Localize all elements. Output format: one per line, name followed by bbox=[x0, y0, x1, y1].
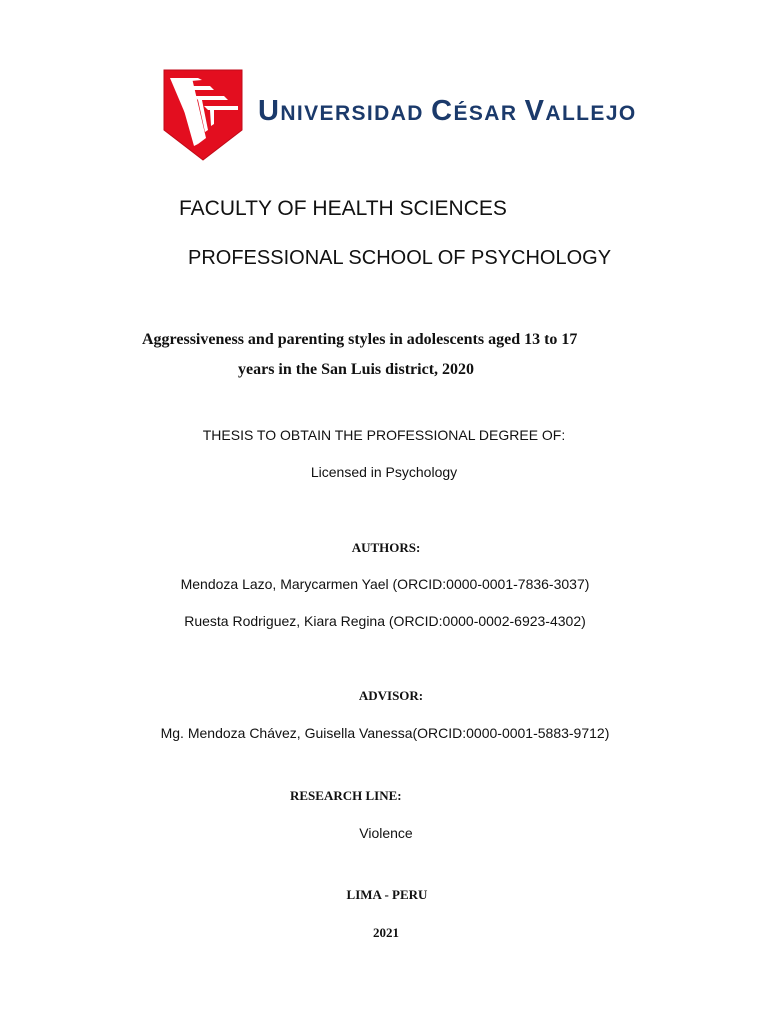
advisor-entry: Mg. Mendoza Chávez, Guisella Vanessa(ORCID:0000-0001-5883-9712) bbox=[160, 725, 610, 741]
author-entry: Ruesta Rodriguez, Kiara Regina (ORCID:0000-0002-6923-4302) bbox=[184, 613, 586, 629]
authors-heading: AUTHORS: bbox=[351, 540, 421, 555]
university-shield-logo bbox=[162, 68, 244, 162]
publication-year: 2021 bbox=[373, 925, 399, 940]
thesis-purpose: THESIS TO OBTAIN THE PROFESSIONAL DEGREE OF: bbox=[202, 427, 566, 443]
faculty-heading: FACULTY OF HEALTH SCIENCES bbox=[179, 197, 507, 220]
professional-degree: Licensed in Psychology bbox=[310, 464, 458, 480]
thesis-title-line-2: years in the San Luis district, 2020 bbox=[238, 361, 475, 378]
place-of-publication: LIMA - PERU bbox=[346, 887, 428, 902]
thesis-title-line-1: Aggressiveness and parenting styles in adolescents aged 13 to 17 bbox=[142, 331, 578, 348]
school-heading: PROFESSIONAL SCHOOL OF PSYCHOLOGY bbox=[188, 247, 612, 269]
university-wordmark: UNIVERSIDAD CÉSAR VALLEJO bbox=[258, 95, 637, 127]
research-line-value: Violence bbox=[359, 825, 413, 841]
advisor-heading: ADVISOR: bbox=[358, 688, 424, 703]
research-line-heading: RESEARCH LINE: bbox=[290, 788, 402, 803]
author-entry: Mendoza Lazo, Marycarmen Yael (ORCID:0000-0001-7836-3037) bbox=[180, 576, 590, 592]
